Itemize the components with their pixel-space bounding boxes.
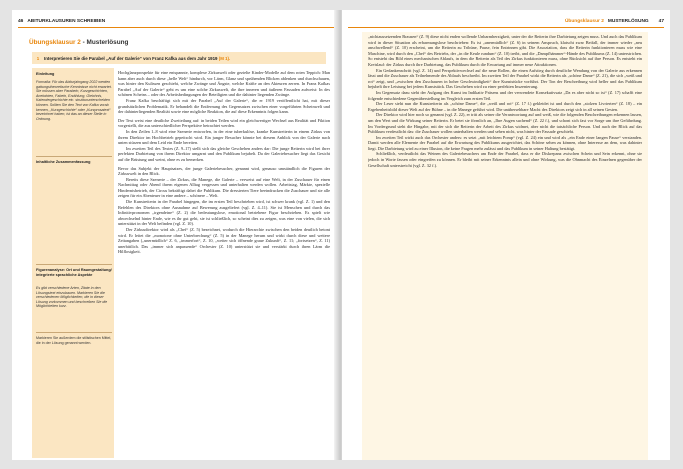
paragraph: Der Zirkusdirektor wird als „Chef“ (Z. 5) bezeichnet, wodurch die Hierarchie zwischen den beiden deutlich betont wird. Er leitet die „monotone ohne Unterbrechung“ (Z. 5) in der Manege herum und wirkt durch diese und weitere Zeitangaben („unermüdlich“ Z. 6, „immerfort“, Z. 10, „weiter sich öffnende graue Zukunft“, Z. 11; „fortsetzen“, Z. 11) unerbittlich. Das „immer sich anpassende“ Orchester (Z. 10) unterstützt sie und verstärkt durch ihren Lärm die Hilflosigkeit. <box>118 227 330 255</box>
paragraph: „nichtaussetzenden Brausen“ (Z. 9) diese nicht enden wollende Unbarmherzigkeit, unter der die Reiterin ihre Darbietung zeigen muss. Und auch das Publikum wird in dieser Situation als erbarmungslose beschrieben: Es ist „unermüdlich“ (Z. 6) in seinem Anspruch, klatscht zwar Beifall, der immer wieder „neu anschwellend“ (Z. 10) erscheint, um die Reiterin zu Tribüne, Pause, fein Entrinnen gibt. Die Assoziation, dass die Reiterin funktionieren muss wie eine Maschine, wird durch den „Chef“ des Betriebs, der „in die Keule rundum“ (Z. 10) treibt, und die „Dampfhämmer“-Hände des Publikums (Z. 14) unterstrichen. So entsteht das Bild eines mechanischen Ablaufs, in dem die Reiterin als Teil des Zirkus funktionieren muss, ohne Rücksicht auf ihre Person. Es entsteht ein Kreislauf: der Zirkus durch ihre Darbietung, das Publikum durch die Erwartung auf immer neue Attraktionen. <box>368 34 642 67</box>
paragraph: Bereits diese Szenerie – der Zirkus, die Manege, die Galerie – verweist auf eine Welt, in der Zuschauer für einen Nachmittag oder Abend ihrem eigenen Alltag vergessen und unterhalten werden wollen. Arbeitstag, Märkte, spezielle Hindernisbetrieb, der Circus bekräftigt dabei die Publikum. Die dressierten Tiere beeindrucken die Zuschauer und sie alle zeigen für ein Abenteuer in eine andere – schönere – Welt. <box>118 176 330 199</box>
right-body-text <box>368 34 642 456</box>
left-body-text <box>118 70 330 458</box>
paragraph: Der Direktor wird hier noch so genannt (vgl. Z. 22), er tritt als seiner die Verantwortung auf und weiß, wie die folgenden Beschreibungen erkennen lassen, um den Wert und die Wirkung seiner Reiterin. Er betet sie förmlich an, „Ihre Augen suchend“ (Z. 22 f.), und schont sich fast vor Sorge um ihre Gefährdung. Im Vordergrund steht die Hingabe, mit der sich die Reiterin der Arbeit des Zirkus widmet, aber nicht die tatsächliche Person. Und auch der Blick auf das Publikum verdeutlicht das: die Zuschauer wollen unterhalten werden und sehen nicht, was hinter der Fassade geschieht. <box>368 112 642 135</box>
page-number: 47 <box>658 18 664 24</box>
paragraph: Hochglanzprospekte für eine entspannte, komplexe Zirkuswelt oder gezielte Kinder-Modelle auf dem roten Teppich: Man kann aber auch durch diese „helle Welt“ hindurch, vor Lärm, Glanz und sprühenden Blicken ablenken und durchschauen, was hinter den Kulissen geschieht, welche Zwänge und Ängste, welche Kräfte an den Akteuren zerren. In Franz Kafkas Parabel „Auf der Galerie“ geht es um eine solche Zirkuswelt, die ihre inneren und äußeren Fassaden aufweist: In des schönen Scheins – oder des Arbeitsbedingungen der Beteiligten und die dahinter liegenden Zwänge. <box>118 70 330 98</box>
header-rule <box>348 27 664 28</box>
sidebar-label-figures: Figurenanalyse: Ort und Raumgestaltung/ integrierte sprachliche Aspekte <box>36 268 112 277</box>
sidebar-label-summary: Inhaltliche Zusammenfassung <box>36 160 91 164</box>
paragraph: Der Leser sieht nun die Kunstreiterin als „schöne Dame“, die „weiß und rot“ (Z. 17 f.) gekleidet ist und durch den „stolzen Livrierten“ (Z. 18) – ein Ergebenheitsbild dieser Welt auf der Bühne – in die Manege geführt wird. Die unübersehbare Macht des Direktors zeigt sich in all seinen Gesten. <box>368 101 642 112</box>
paragraph: In den Zeilen 1–8 wird eine Szenerie entworfen, in der eine tuberkulöse, kranke Kunstreiterin in einem Zirkus von ihrem Direktor im Hochbetrieb gepeitscht wird. Ein junger Besucher könnte bei diesem Anblick von der Galerie nach unten stürzen und dem Leid ein Ende bereiten. <box>118 128 330 146</box>
section-title-sub: Musterlösung <box>86 39 129 46</box>
running-head-section: Übungsklausur 2 <box>564 18 604 24</box>
sidebar-column <box>32 68 114 458</box>
paragraph: Die Kunstreiterin in der Parabel hingegen, die im ersten Teil beschrieben wird, ist schwer krank (vgl. Z. 1) und den Befehlen des Direktors ohne Ausnahme auf Bewerung ausgeliefert (vgl. Z. 4–11). Sie ist Menschen und durch das Infinitivpronomen „irgendeine“ (Z. 2) die bedeutungslose, emotional betriebene Figur beschrieben. Es spielt wie abwechselnd hinter Ende, wie es ihr gut geht, sie ist schließlich, so scheint dies zu zeigen, was eine von vielen, die sich unterstützt in der Welt befinden (vgl. Z. 10). <box>118 199 330 227</box>
section-title: Übungsklausur 2 - Musterlösung <box>29 39 129 46</box>
paragraph: Der Text weist eine deutliche Zweiteilung auf: in beiden Teilen wird ein gleichwertiger Wechsel aus Realität und Fiktion vorgestellt, die aus unterschiedlicher Perspektive betrachtet werden. <box>118 117 330 129</box>
sidebar-divider <box>36 264 112 265</box>
task-box <box>32 52 326 64</box>
sidebar-label-intro: Einleitung <box>36 72 55 76</box>
paragraph: Bevor das Subjekt der Hauptsatzes, der junge Galeriebesucher, genannt wird, genauso umständlich die Figuren der Zirkuswelt in den Blick. <box>118 165 330 177</box>
running-head-sub: MUSTERLÖSUNG <box>607 18 649 24</box>
task-reference: (M 1). <box>218 55 231 61</box>
task-number: 1 <box>36 55 40 61</box>
sidebar-divider <box>36 332 112 333</box>
running-head-right <box>565 16 664 26</box>
paragraph: Im zweiten Teil wirkt auch das Orchester anders: es setzt „mit leichtem Pomp“ (vgl. Z. 24) ein und wird als „ein Ende einer langen Pause“ verstanden. Damit werden alle Elemente der Parabel auf die Erwartung des Publikums ausgerichtet, das Schöne sehen zu können, ohne Interesse an dem, was dahinter liegt. Die Darbietung wird zu einer Illusion, die keine Fragen mehr zulässt und das Publikum in seiner Haltung bestätigt. <box>368 134 642 151</box>
page-number: 46 <box>18 18 24 24</box>
left-page <box>12 10 340 460</box>
sidebar-divider <box>36 156 112 157</box>
section-title-main: Übungsklausur 2 <box>29 39 81 46</box>
sidebar-note-formalia: Formalia: Für das Abiturjahrgang 2022 werden gattungstheoretische Kenntnisse nicht erwartet. Sie müssen aber Parabeln, Kurzgeschichten, Anekdoten, Fabeln, Erzählung, Gleichnis, Kalendergeschichte etc. strukturunterscheiden können. Sollten Sie den Text von Kafka vorab kennen, „Kurzgeschichte“ oder „Kurzprosatext“ bezeichnet haben, ist das an dieser Stelle in Ordnung. <box>36 80 112 121</box>
sidebar-note-quotes: Es gibt verschiedene Arten, Zitate in den Lösungstext einzubauen. Markieren Sie die verschiedenen Möglichkeiten, die in dieser Lösung vorkommen und beschreiben Sie die Möglichkeiten kurz. <box>36 286 108 309</box>
running-head-text: ABITURKLAUSUREN SCHREIBEN <box>27 18 106 24</box>
running-head-left <box>18 16 105 26</box>
header-rule <box>18 27 334 28</box>
paragraph: Im zweiten Teil des Textes (Z. 9–17) stellt sich das gleiche Geschehen anders dar: Die junge Reiterin wird bei ihrer perfekten Darbietung von ihrem Direktor umgarnt und den Publikum bejubelt. Da der Galeriebesucher liegt das Gesicht auf die Brüstung und weint, ohne es zu bemerken. <box>118 145 330 162</box>
paragraph: Ein Gedankenschritt (vgl. Z. 14) und Perspektivwechsel auf die neue Rollen, die einen Aufstieg durch deutliche Wendung von der Galerie aus erkennen lässt und die Zuschauer als Teilnehmende des Ablaufs beschreibt. Im zweiten Teil der Parabel wirkt die Reiterin als „schöne Dame“ (Z. 21), die sich „weiß und rot“ zeigt, und „zwischen den Zuschauern in hoher Geschwindigkeit“ ihre Kunststücke vorführt. Der Ton der Beschreibung wird heller und das Publikum bejubelt ihre Leistung bei jedem Kunststück. Das Geschehen wird zu einer perfekten Inszenierung. <box>368 67 642 90</box>
task-text: Interpretieren Sie die Parabel „Auf der Galerie“ von Franz Kafka aus dem Jahr 1919 <box>44 55 218 61</box>
paragraph: Schließlich, verdeutlicht das Weinen des Galeriebesuchers am Ende der Parabel, dass er die Diskrepanz zwischen Schein und Sein erkennt, ohne sie jedoch in Worte fassen oder eingreifen zu können. Er bleibt mit seiner Erkenntnis allein und ohne Wirkung, was die Ohnmacht des Einzelnen gegenüber der Gesellschaft unterstreicht (vgl. Z. 32 f.). <box>368 151 642 168</box>
right-page <box>342 10 670 460</box>
paragraph: Im Gegensatz dazu steht der Aufgang des Kunst im Indikativ Präsens und der verwendete Konsekutivsatz „Da es aber nicht so ist“ (Z. 17) schafft eine folgende entschiedene Gegenüberstellung im Vergleich zum ersten Teil. <box>368 89 642 101</box>
sidebar-note-style: Markieren Sie außerdem die stilistischen Mittel, die in der Lösung genannt werden. <box>36 336 112 345</box>
paragraph: Franz Kafka beschäftigt sich mit der Parabel „Auf der Galerie“, die er 1919 veröffentlicht hat, mit dieser grundsätzlichen Problematik. Er behandelt die Entfernung des Gegensatzes zwischen einer vorgeführten Scheinwelt und der dahinterliegenden Realität sowie eine mögliche Reaktion, die auf diese Erkenntnis folgen kann. <box>118 97 330 115</box>
